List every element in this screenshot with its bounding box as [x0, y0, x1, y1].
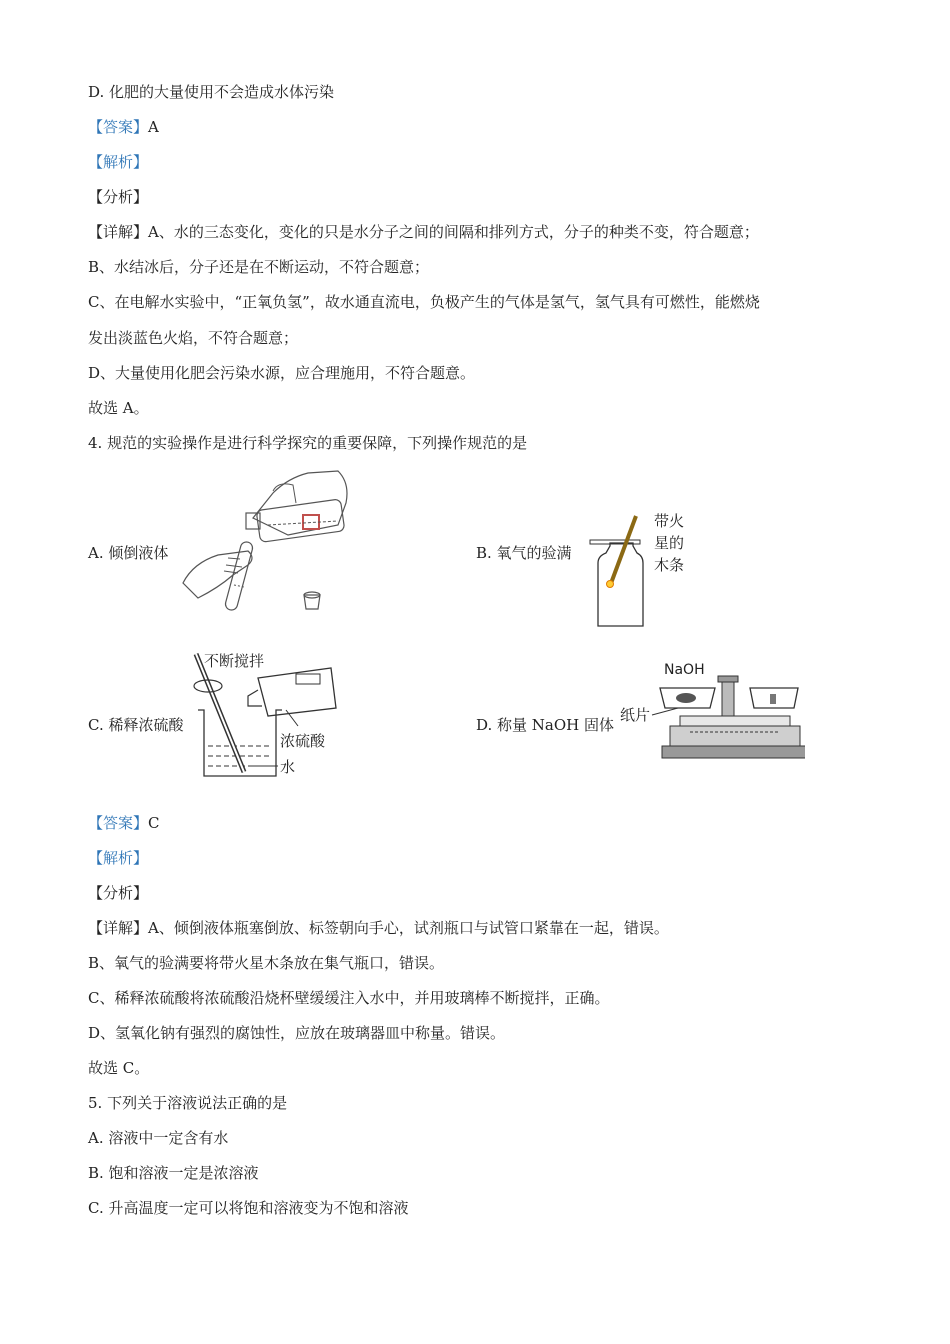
oxygen-test-figure	[588, 508, 693, 630]
answer-value: C	[148, 814, 160, 832]
q4-conclusion: 故选 C。	[88, 1059, 150, 1077]
q3-conclusion: 故选 A。	[88, 399, 149, 417]
q4-fenxi: 【分析】	[88, 884, 149, 902]
dilute-acid-figure	[186, 648, 346, 778]
naoh-label: NaOH	[664, 662, 705, 678]
q4-answer	[88, 812, 160, 834]
q3-detail-d: D、大量使用化肥会污染水源，应合理施用，不符合题意。	[88, 364, 476, 382]
q3-detail-b: B、水结冰后，分子还是在不断运动，不符合题意；	[88, 258, 430, 276]
q4-detail-b: B、氧气的验满要将带火星木条放在集气瓶口，错误。	[88, 954, 445, 972]
q3-option-d: D. 化肥的大量使用不会造成水体污染	[88, 83, 335, 101]
q3-detail-c1: C、在电解水实验中，“正氧负氢”，故水通直流电，负极产生的气体是氢气，氢气具有可燃性，能燃烧	[88, 293, 760, 311]
detail-text: A、倾倒液体瓶塞倒放、标签朝向手心，试剂瓶口与试管口紧靠在一起，错误。	[148, 919, 669, 937]
q4-detail-c: C、稀释浓硫酸将浓硫酸沿烧杯壁缓缓注入水中，并用玻璃棒不断搅拌，正确。	[88, 989, 610, 1007]
q3-detail-c2: 发出淡蓝色火焰，不符合题意；	[88, 329, 299, 347]
acid-label: 浓硫酸	[280, 732, 326, 750]
stick-label-2: 星的	[654, 534, 685, 552]
q4-option-c: C. 稀释浓硫酸	[88, 716, 184, 734]
detail-tag: 【详解】	[88, 919, 149, 937]
stick-label-3: 木条	[654, 556, 685, 574]
water-label: 水	[280, 758, 296, 776]
answer-value: A	[148, 118, 159, 136]
q5-stem: 5. 下列关于溶液说法正确的是	[88, 1094, 288, 1112]
q4-stem: 4. 规范的实验操作是进行科学探究的重要保障，下列操作规范的是	[88, 434, 528, 452]
answer-tag: 【答案】	[88, 814, 149, 832]
q3-fenxi: 【分析】	[88, 188, 149, 206]
q4-option-a: A. 倾倒液体	[88, 544, 169, 562]
q4-detail-d: D、氢氧化钠有强烈的腐蚀性，应放在玻璃器皿中称量。错误。	[88, 1024, 506, 1042]
q4-jiexi: 【解析】	[88, 849, 149, 867]
q5-option-c: C. 升高温度一定可以将饱和溶液变为不饱和溶液	[88, 1199, 409, 1217]
q4-option-d: D. 称量 NaOH 固体	[476, 716, 615, 734]
pouring-liquid-figure	[178, 463, 363, 618]
q3-detail-a	[88, 221, 759, 243]
q5-option-b: B. 饱和溶液一定是浓溶液	[88, 1164, 259, 1182]
answer-tag: 【答案】	[88, 118, 149, 136]
q3-jiexi: 【解析】	[88, 153, 149, 171]
q4-option-b: B. 氧气的验满	[476, 544, 572, 562]
balance-figure	[620, 658, 805, 776]
detail-tag: 【详解】	[88, 223, 149, 241]
q5-option-a: A. 溶液中一定含有水	[88, 1129, 229, 1147]
stick-label-1: 带火	[654, 512, 685, 530]
detail-text: A、水的三态变化，变化的只是水分子之间的间隔和排列方式，分子的种类不变，符合题意；	[148, 223, 759, 241]
paper-label: 纸片	[620, 706, 651, 724]
stir-label: 不断搅拌	[204, 652, 265, 670]
q3-answer	[88, 116, 159, 138]
q4-detail-a	[88, 917, 669, 939]
